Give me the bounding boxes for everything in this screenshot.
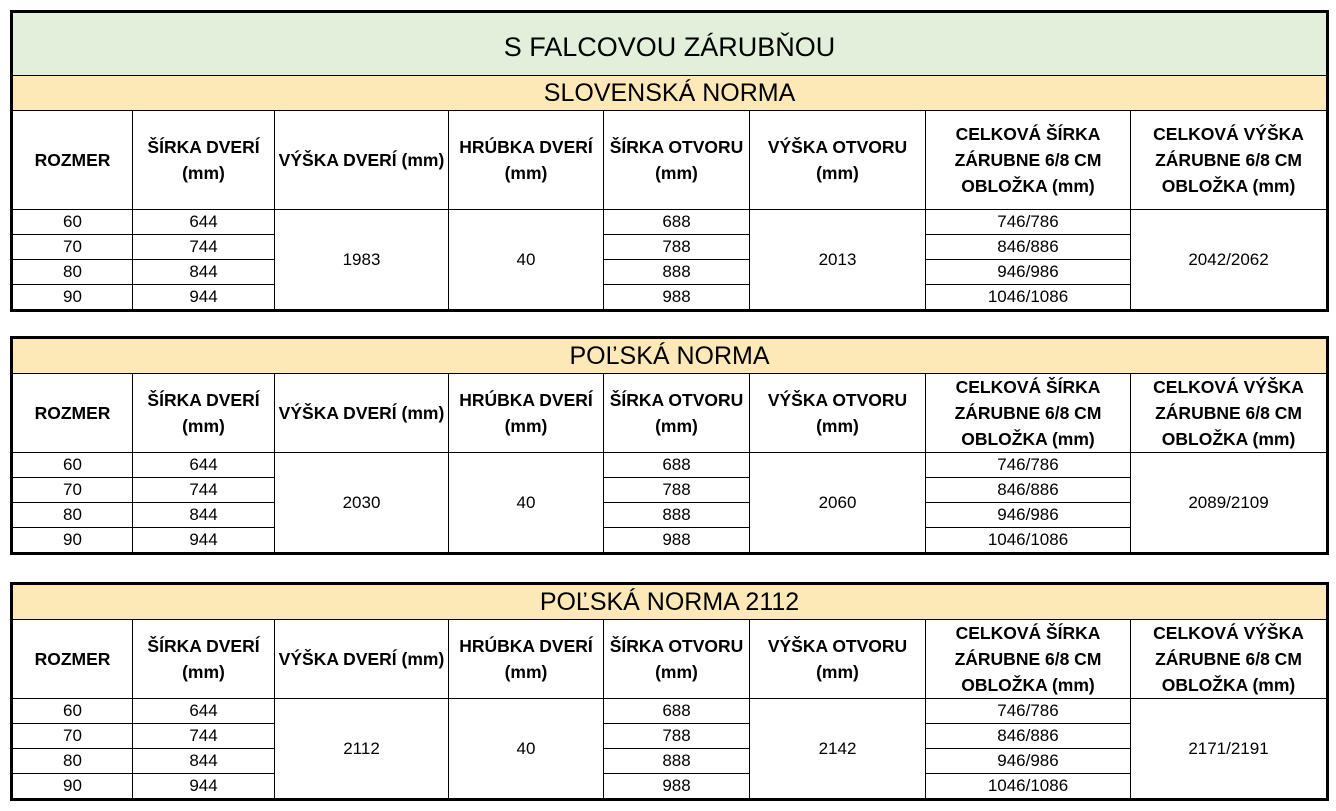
header-vyska-otvoru: VÝŠKA OTVORU (mm) [750, 111, 926, 210]
cell-sirka-otvoru: 688 [604, 210, 750, 235]
header-celkova-sirka: CELKOVÁ ŠÍRKA ZÁRUBNE 6/8 CM OBLOŽKA (mm) [926, 620, 1131, 699]
cell-sirka-dveri: 744 [133, 478, 275, 503]
cell-vyska-otvoru: 2060 [750, 453, 926, 554]
cell-celkova-vyska: 2042/2062 [1131, 210, 1328, 311]
cell-celkova-sirka: 946/986 [926, 749, 1131, 774]
cell-celkova-sirka: 846/886 [926, 478, 1131, 503]
cell-rozmer: 80 [12, 503, 133, 528]
cell-rozmer: 80 [12, 749, 133, 774]
cell-sirka-otvoru: 988 [604, 285, 750, 311]
cell-celkova-sirka: 846/886 [926, 724, 1131, 749]
cell-sirka-otvoru: 888 [604, 503, 750, 528]
cell-sirka-otvoru: 988 [604, 774, 750, 800]
cell-vyska-dveri: 2030 [275, 453, 449, 554]
section-title: POĽSKÁ NORMA 2112 [12, 584, 1328, 620]
cell-rozmer: 60 [12, 210, 133, 235]
table-row [12, 503, 1328, 528]
cell-celkova-sirka: 1046/1086 [926, 774, 1131, 800]
header-celkova-vyska: CELKOVÁ VÝŠKA ZÁRUBNE 6/8 CM OBLOŽKA (mm) [1131, 374, 1328, 453]
table-row [12, 453, 1328, 478]
header-rozmer: ROZMER [12, 620, 133, 699]
cell-sirka-dveri: 644 [133, 699, 275, 724]
cell-hrubka-dveri: 40 [449, 210, 604, 311]
cell-celkova-sirka: 1046/1086 [926, 285, 1131, 311]
header-vyska-otvoru: VÝŠKA OTVORU (mm) [750, 620, 926, 699]
table-row [12, 210, 1328, 235]
header-hrubka-dveri: HRÚBKA DVERÍ (mm) [449, 620, 604, 699]
table-row [12, 749, 1328, 774]
cell-celkova-vyska: 2171/2191 [1131, 699, 1328, 800]
cell-rozmer: 90 [12, 285, 133, 311]
cell-sirka-dveri: 944 [133, 285, 275, 311]
table-polska-norma-2112 [10, 582, 1329, 801]
cell-sirka-otvoru: 788 [604, 235, 750, 260]
header-sirka-dveri: ŠÍRKA DVERÍ (mm) [133, 374, 275, 453]
cell-sirka-dveri: 844 [133, 503, 275, 528]
cell-sirka-dveri: 744 [133, 235, 275, 260]
cell-sirka-dveri: 644 [133, 453, 275, 478]
cell-sirka-otvoru: 688 [604, 453, 750, 478]
cell-celkova-sirka: 746/786 [926, 453, 1131, 478]
header-celkova-sirka: CELKOVÁ ŠÍRKA ZÁRUBNE 6/8 CM OBLOŽKA (mm) [926, 374, 1131, 453]
table-row [12, 235, 1328, 260]
cell-rozmer: 90 [12, 774, 133, 800]
cell-celkova-sirka: 846/886 [926, 235, 1131, 260]
section-title: SLOVENSKÁ NORMA [12, 76, 1328, 111]
cell-sirka-otvoru: 888 [604, 749, 750, 774]
cell-rozmer: 90 [12, 528, 133, 554]
cell-hrubka-dveri: 40 [449, 699, 604, 800]
table-row [12, 724, 1328, 749]
cell-rozmer: 60 [12, 699, 133, 724]
cell-celkova-sirka: 946/986 [926, 260, 1131, 285]
cell-celkova-vyska: 2089/2109 [1131, 453, 1328, 554]
cell-vyska-dveri: 2112 [275, 699, 449, 800]
cell-sirka-dveri: 844 [133, 749, 275, 774]
cell-hrubka-dveri: 40 [449, 453, 604, 554]
cell-sirka-otvoru: 788 [604, 724, 750, 749]
cell-sirka-dveri: 944 [133, 774, 275, 800]
cell-rozmer: 70 [12, 724, 133, 749]
cell-vyska-otvoru: 2142 [750, 699, 926, 800]
header-sirka-dveri: ŠÍRKA DVERÍ (mm) [133, 620, 275, 699]
header-hrubka-dveri: HRÚBKA DVERÍ (mm) [449, 374, 604, 453]
header-vyska-dveri: VÝŠKA DVERÍ (mm) [275, 620, 449, 699]
header-celkova-sirka: CELKOVÁ ŠÍRKA ZÁRUBNE 6/8 CM OBLOŽKA (mm) [926, 111, 1131, 210]
table-row [12, 774, 1328, 800]
table-row [12, 699, 1328, 724]
page-title: S FALCOVOU ZÁRUBŇOU [12, 12, 1328, 76]
header-sirka-otvoru: ŠÍRKA OTVORU (mm) [604, 374, 750, 453]
cell-celkova-sirka: 746/786 [926, 210, 1131, 235]
cell-sirka-dveri: 944 [133, 528, 275, 554]
header-sirka-otvoru: ŠÍRKA OTVORU (mm) [604, 111, 750, 210]
header-sirka-otvoru: ŠÍRKA OTVORU (mm) [604, 620, 750, 699]
cell-sirka-dveri: 644 [133, 210, 275, 235]
header-celkova-vyska: CELKOVÁ VÝŠKA ZÁRUBNE 6/8 CM OBLOŽKA (mm) [1131, 620, 1328, 699]
header-sirka-dveri: ŠÍRKA DVERÍ (mm) [133, 111, 275, 210]
table-row [12, 285, 1328, 311]
table-row [12, 260, 1328, 285]
header-celkova-vyska: CELKOVÁ VÝŠKA ZÁRUBNE 6/8 CM OBLOŽKA (mm) [1131, 111, 1328, 210]
cell-celkova-sirka: 946/986 [926, 503, 1131, 528]
table-slovenska-norma [10, 10, 1329, 312]
cell-rozmer: 80 [12, 260, 133, 285]
section-title: POĽSKÁ NORMA [12, 338, 1328, 374]
table-row [12, 528, 1328, 554]
cell-vyska-dveri: 1983 [275, 210, 449, 311]
cell-sirka-dveri: 844 [133, 260, 275, 285]
cell-vyska-otvoru: 2013 [750, 210, 926, 311]
header-vyska-otvoru: VÝŠKA OTVORU (mm) [750, 374, 926, 453]
header-vyska-dveri: VÝŠKA DVERÍ (mm) [275, 111, 449, 210]
header-rozmer: ROZMER [12, 111, 133, 210]
header-rozmer: ROZMER [12, 374, 133, 453]
header-hrubka-dveri: HRÚBKA DVERÍ (mm) [449, 111, 604, 210]
cell-sirka-dveri: 744 [133, 724, 275, 749]
cell-celkova-sirka: 746/786 [926, 699, 1131, 724]
cell-rozmer: 70 [12, 235, 133, 260]
cell-sirka-otvoru: 888 [604, 260, 750, 285]
header-vyska-dveri: VÝŠKA DVERÍ (mm) [275, 374, 449, 453]
cell-celkova-sirka: 1046/1086 [926, 528, 1131, 554]
cell-sirka-otvoru: 788 [604, 478, 750, 503]
cell-rozmer: 70 [12, 478, 133, 503]
cell-sirka-otvoru: 688 [604, 699, 750, 724]
cell-sirka-otvoru: 988 [604, 528, 750, 554]
table-row [12, 478, 1328, 503]
table-polska-norma [10, 336, 1329, 555]
cell-rozmer: 60 [12, 453, 133, 478]
